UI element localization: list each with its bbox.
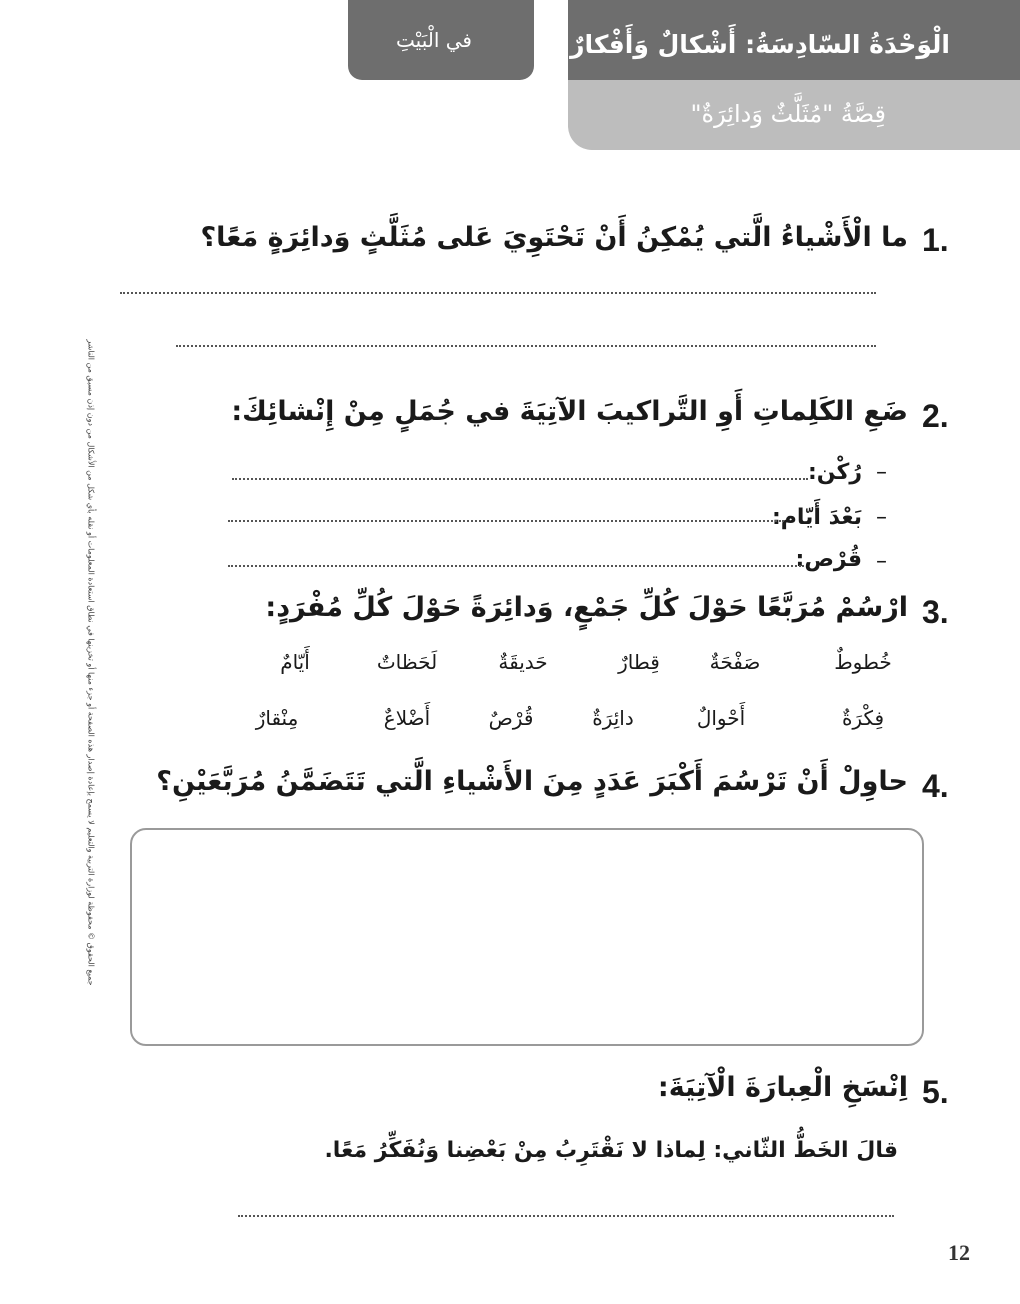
q3-number: 3.	[922, 594, 949, 630]
word-option[interactable]: دائِرَةٌ	[592, 706, 634, 730]
q2-item-label: بَعْدَ أَيّام:	[771, 505, 862, 530]
word-option[interactable]: مِنْقارٌ	[255, 706, 299, 730]
q2-item-label: قُرْص:	[795, 547, 862, 572]
q5-sentence: قالَ الخَطُّ الثّاني: لِماذا لا نَقْتَرِبُ مِنْ بَعْضِنا وَنُفَكِّرُ مَعًا.	[324, 1138, 898, 1163]
word-option[interactable]: خُطوطٌ	[834, 650, 892, 674]
home-tab	[348, 0, 534, 80]
q2-item-answer-line[interactable]	[228, 520, 784, 522]
unit-title-bar	[568, 0, 1020, 80]
q2-number: 2.	[922, 398, 949, 434]
q4-number: 4.	[922, 768, 949, 804]
word-option[interactable]: أَضْلاعٌ	[383, 706, 431, 730]
word-option[interactable]: فِكْرَةٌ	[841, 706, 885, 730]
q2-text: ضَعِ الكَلِماتِ أَوِ التَّراكيبَ الآتِيَةَ في جُمَلٍ مِنْ إِنْشائِكَ:	[231, 396, 908, 427]
page-number: 12	[948, 1240, 970, 1265]
unit-title: الْوَحْدَةُ السّادِسَةُ: أَشْكالٌ وَأَفْكارٌ	[570, 30, 950, 59]
word-option[interactable]: أَحْوالٌ	[696, 706, 746, 730]
home-tab-label: في الْبَيْتِ	[396, 28, 472, 52]
copyright-notice	[86, 308, 96, 1018]
q2-item-answer-line[interactable]	[228, 565, 804, 567]
q1-number: 1.	[922, 222, 949, 258]
q5-answer-line[interactable]	[238, 1215, 894, 1217]
story-title-bar	[568, 80, 1020, 150]
q3-text: ارْسُمْ مُرَبَّعًا حَوْلَ كُلِّ جَمْعٍ، وَدائِرَةً حَوْلَ كُلِّ مُفْرَدٍ:	[265, 592, 908, 623]
q2-item-dash: –	[876, 505, 887, 530]
copyright-text: جميع الحقوق © محفوظة لوزارة التربية والتعليم لا يسمح بإعادة إصدار هذه الصفحة أو جزء منها أو تخزينها في نطاق استعادة المعلومات أو نقله بأي شكل من الأشكال من دون إذن مسبق من الناشر	[86, 339, 96, 986]
word-option[interactable]: قُرْصٌ	[488, 706, 534, 730]
word-option[interactable]: قِطارٌ	[618, 650, 660, 674]
word-option[interactable]: صَفْحَةٌ	[709, 650, 761, 674]
q2-item-answer-line[interactable]	[232, 478, 808, 480]
q1-answer-line-2[interactable]	[176, 345, 876, 347]
q5-text: اِنْسَخِ الْعِبارَةَ الْآتِيَةَ:	[657, 1072, 908, 1103]
q1-answer-line-1[interactable]	[120, 292, 876, 294]
q1-text: ما الْأَشْياءُ الَّتي يُمْكِنُ أَنْ تَحْتَوِيَ عَلى مُثَلَّثٍ وَدائِرَةٍ مَعًا؟	[200, 222, 908, 253]
q2-item-label: رُكْن:	[807, 460, 862, 485]
word-option[interactable]: حَديقَةٌ	[498, 650, 548, 674]
q5-number: 5.	[922, 1074, 949, 1110]
drawing-answer-box[interactable]	[130, 828, 924, 1046]
q2-item-dash: –	[876, 549, 887, 574]
q4-text: حاوِلْ أَنْ تَرْسُمَ أَكْبَرَ عَدَدٍ مِنَ الأَشْياءِ الَّتي تَتَضَمَّنُ مُرَبَّعَيْنِ؟	[156, 766, 908, 797]
story-title: قِصَّةُ "مُثَلَّثٌ وَدائِرَةٌ"	[690, 100, 886, 128]
q2-item-dash: –	[876, 460, 887, 485]
word-option[interactable]: أَيّامٌ	[280, 650, 310, 674]
word-option[interactable]: لَحَظاتٌ	[376, 650, 438, 674]
